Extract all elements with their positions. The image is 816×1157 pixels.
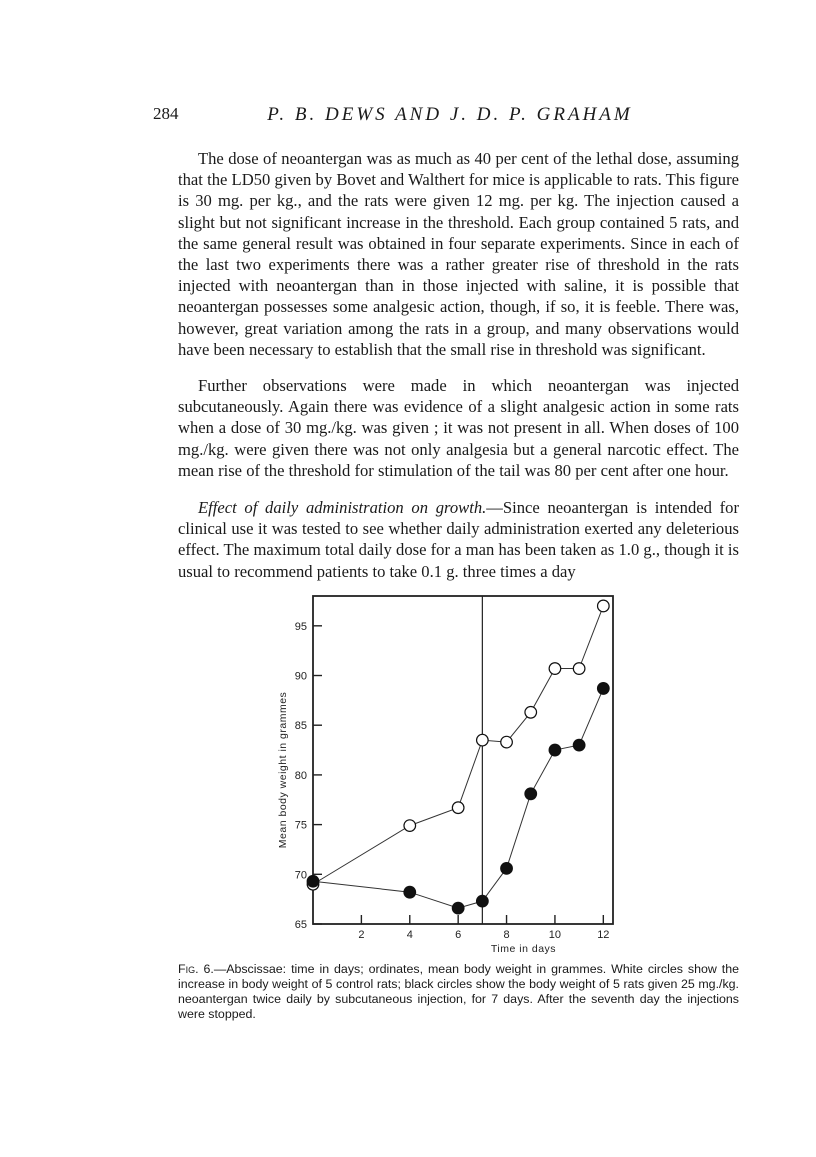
page-number: 284: [153, 104, 179, 123]
x-tick-label: 12: [597, 929, 610, 941]
black-circle-point: [549, 744, 561, 756]
y-tick-label: 70: [294, 869, 307, 882]
black-circle-point: [501, 863, 513, 875]
y-tick-label: 95: [294, 620, 307, 633]
black-circle-point: [477, 895, 489, 907]
running-head: P. B. DEWS AND J. D. P. GRAHAM: [267, 104, 633, 125]
x-tick-label: 4: [406, 929, 413, 941]
black-circle-point: [525, 788, 537, 800]
black-circle-point: [452, 902, 464, 914]
x-tick-label: 2: [358, 929, 365, 941]
paragraph-3: [178, 497, 739, 582]
paragraph-2: [178, 375, 739, 481]
white-circle-point: [477, 734, 489, 746]
caption-label: Fig. 6.: [178, 962, 214, 976]
x-tick-label: 10: [548, 929, 562, 941]
paragraph-text: Further observations were made in which neoantergan was injected subcutaneously. Again there was evidence of a slight analgesic action in some rats when a dose of 30 mg./kg. was given ; it was not present in all. When doses of 100 mg./kg. were given there was not only analgesia but a general narcotic effect. The mean rise of the threshold for stimulation of the tail was 80 per cent after one hour.: [178, 376, 739, 480]
white-circle-point: [501, 736, 513, 748]
page-header: [153, 104, 747, 130]
white-circle-point: [404, 820, 416, 832]
section-heading: Effect of daily administration on growth.: [198, 498, 487, 517]
x-tick-label: 8: [503, 929, 510, 941]
white-circle-point: [452, 802, 464, 814]
white-circle-point: [598, 600, 610, 612]
y-tick-label: 85: [294, 720, 307, 733]
white-circle-point: [573, 663, 585, 675]
white-circle-point: [549, 663, 561, 675]
y-axis-label: Mean body weight in grammes: [277, 691, 289, 849]
series-line-neoantergan: [313, 688, 603, 908]
figure-6: [270, 588, 626, 960]
section-text: —Since neoantergan is intended for clinical use it was tested to see whether daily administration exerted any deleterious effect. The maximum total daily dose for a man has been taken as 1.0 g., though it is usual to recommend patients to take 0.1 g. three times a day: [178, 498, 739, 581]
body-weight-chart: [270, 588, 626, 960]
plot-frame: [313, 596, 613, 924]
black-circle-point: [573, 739, 585, 751]
paragraph-1: [178, 148, 739, 360]
black-circle-point: [404, 886, 416, 898]
y-tick-label: 90: [294, 670, 307, 683]
y-tick-label: 80: [294, 769, 307, 782]
series-line-control: [313, 606, 603, 884]
x-axis-label: Time in days: [490, 943, 557, 955]
black-circle-point: [307, 875, 319, 887]
caption-text: —Abscissae: time in days; ordinates, mean body weight in grammes. White circles show the increase in body weight of 5 control rats; black circles show the body weight of 5 rats given 25 mg./kg. neoantergan twice daily by subcutaneous injection, for 7 days. After the seventh day the injections were stopped.: [178, 962, 739, 1021]
y-tick-label: 65: [294, 919, 307, 931]
white-circle-point: [525, 706, 537, 718]
figure-caption: [178, 962, 739, 1022]
black-circle-point: [598, 683, 610, 695]
paragraph-text: The dose of neoantergan was as much as 40 per cent of the lethal dose, assuming that the LD50 given by Bovet and Walthert for mice is applicable to rats. This figure is 30 mg. per kg., and the rats were given 12 mg. per kg. The injection caused a slight but not significant increase in the threshold. Each group contained 5 rats, and the same general result was obtained in four separate experiments. Since in each of the last two experiments there was a rather greater rise of threshold in the rats injected with neoantergan than in those injected with saline, it is possible that neoantergan possesses some analgesic action, though, if so, it is feeble. There was, however, great variation among the rats in a group, and many observations would have been necessary to establish that the small rise in threshold was significant.: [178, 149, 739, 359]
x-tick-label: 6: [455, 929, 462, 941]
y-tick-label: 75: [294, 819, 307, 832]
